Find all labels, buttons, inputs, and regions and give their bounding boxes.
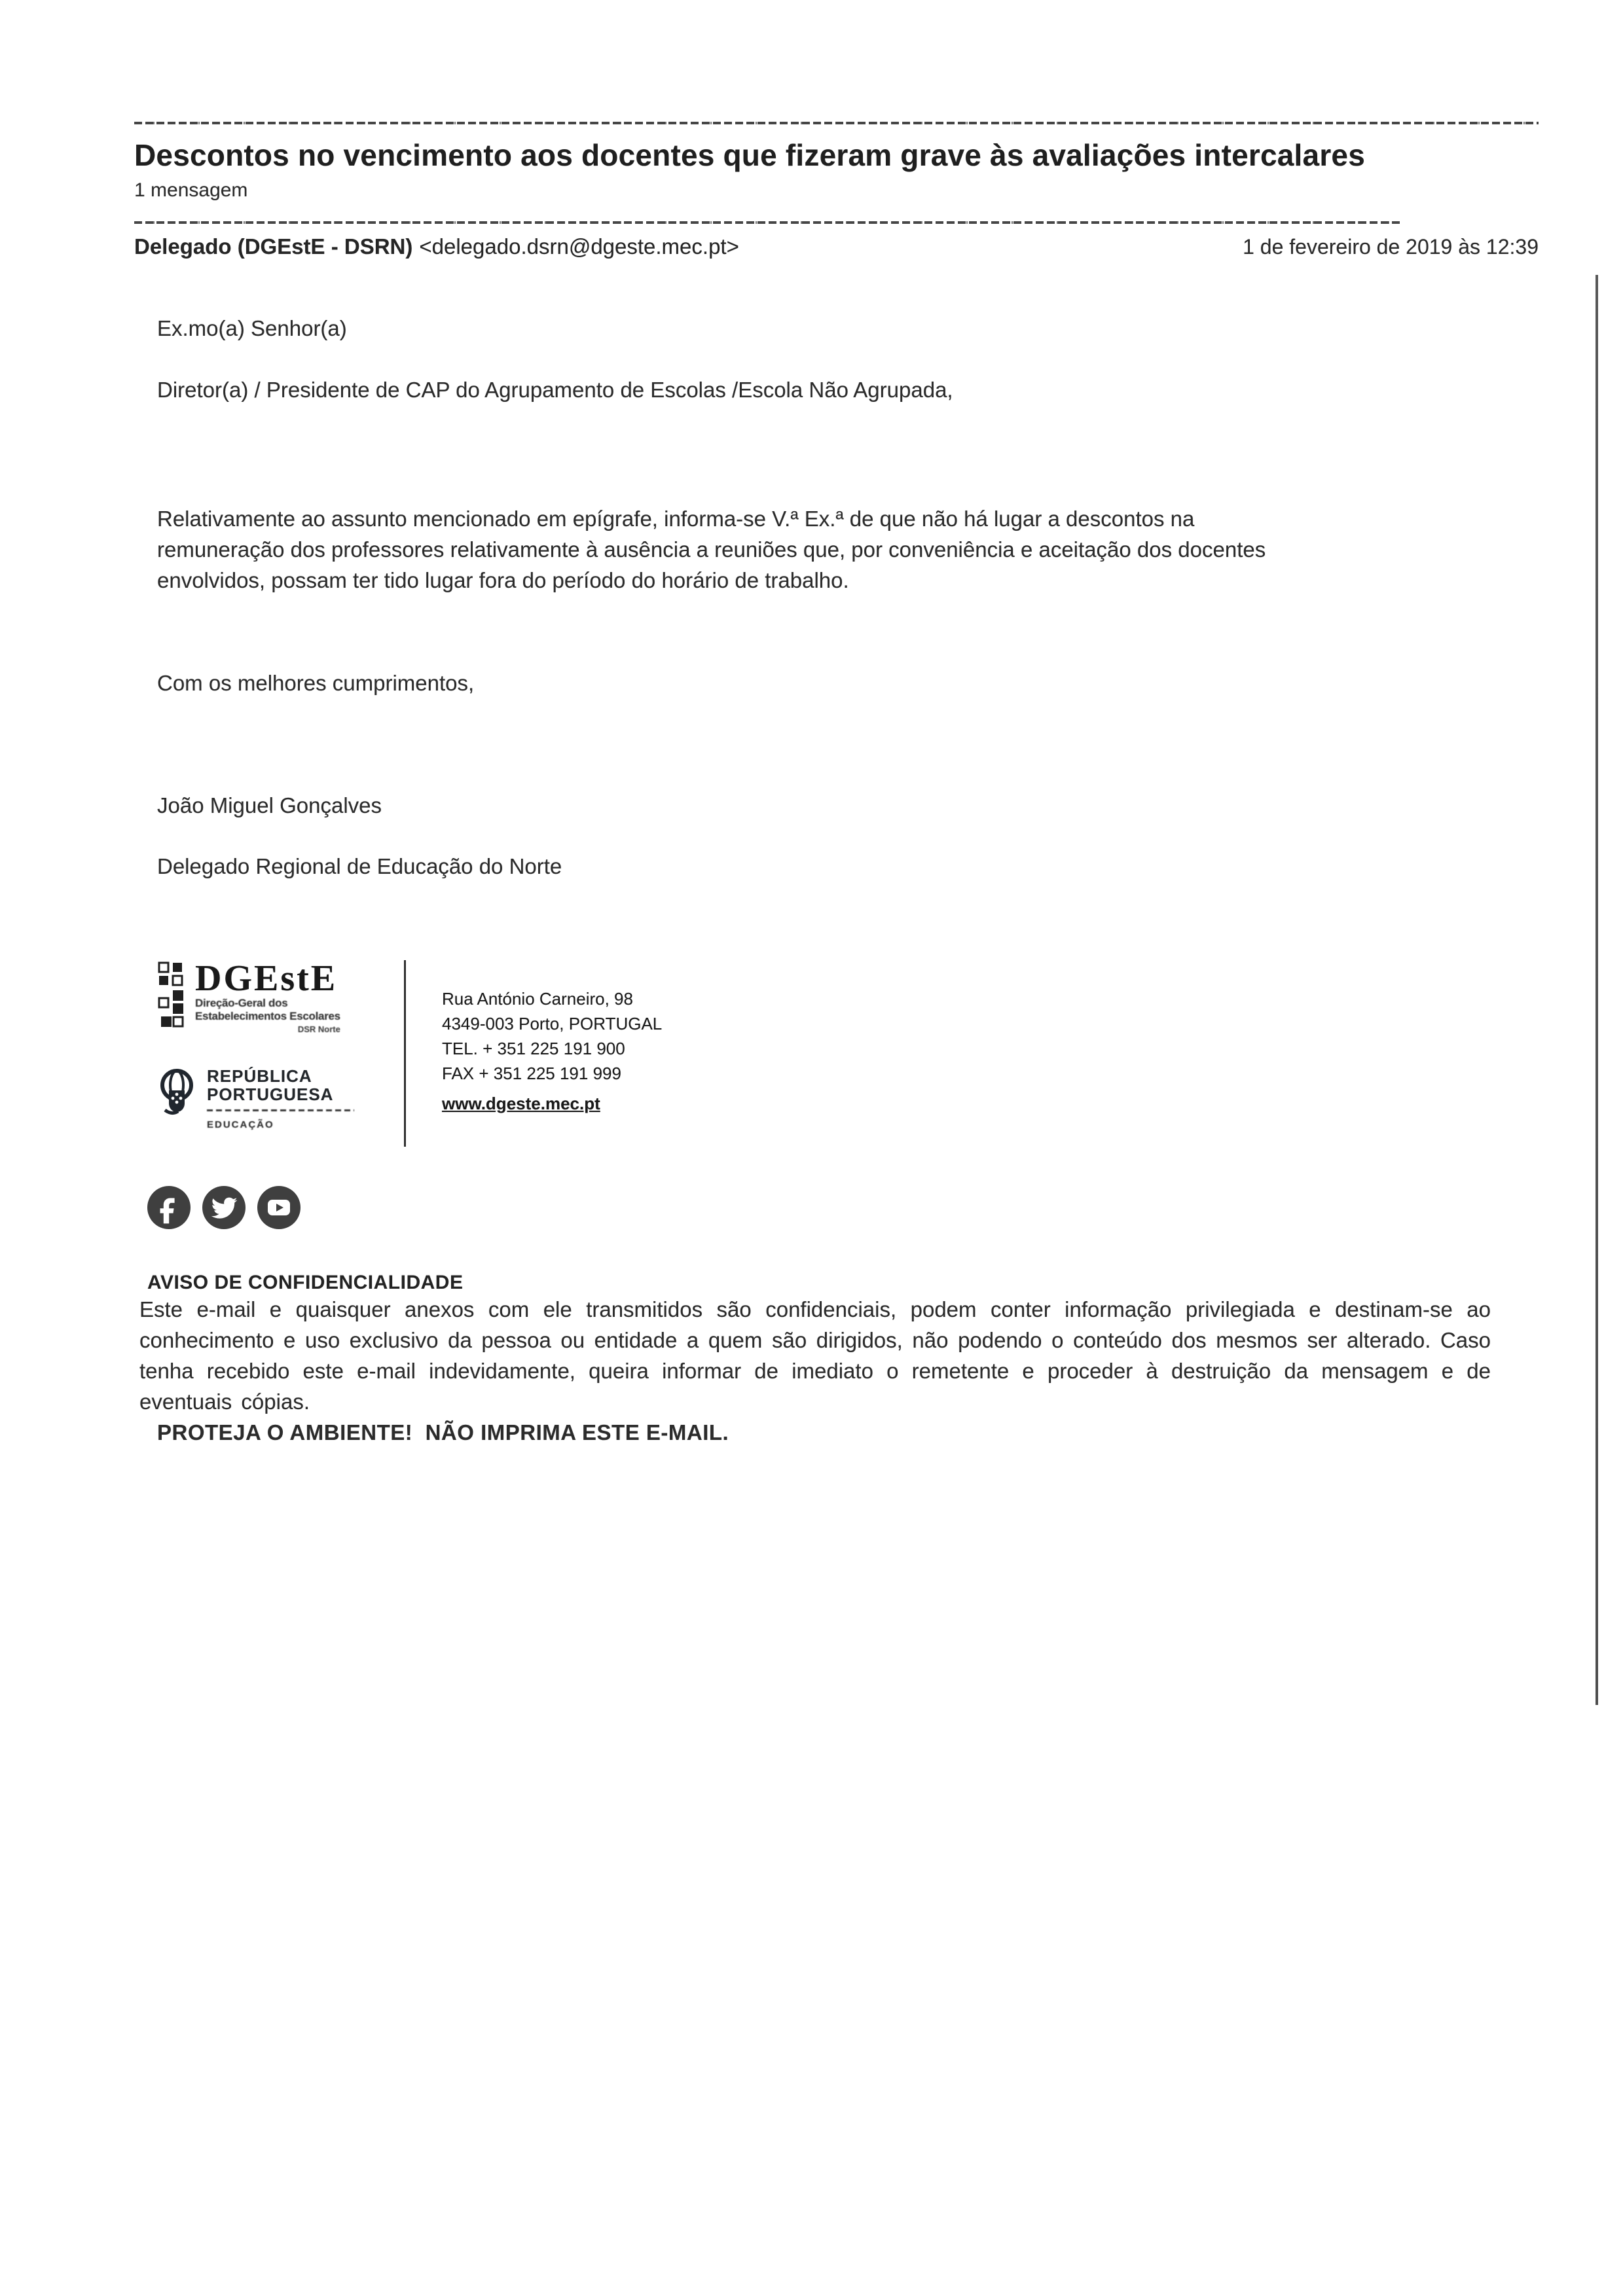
social-icons-row (147, 1186, 1539, 1229)
environment-notice: PROTEJA O AMBIENTE! NÃO IMPRIMA ESTE E-MAIL. (157, 1420, 729, 1444)
signature-name: João Miguel Gonçalves (157, 793, 382, 817)
dgeste-wordmark: DGEstE (195, 958, 338, 999)
address-street: Rua António Carneiro, 98 (442, 989, 633, 1009)
scan-artifact-line (1596, 275, 1598, 1705)
main-paragraph: Relativamente ao assunto mencionado em epígrafe, informa-se V.ª Ex.ª de que não há lugar a descontos na remuneração dos professores relativamente à ausência a reuniões que, por conveniência e aceitação dos docentes envolvidos, possam ter tido lugar fora do período do horário de trabalho. (157, 507, 1266, 592)
republica-sector-label: EDUCAÇÃO (207, 1119, 274, 1130)
sender-identity (134, 234, 739, 259)
republica-small-print (207, 1109, 354, 1111)
signature-role: Delegado Regional de Educação do Norte (157, 854, 562, 878)
republica-portuguesa-logo (157, 1067, 404, 1130)
dgeste-subtitle-3: DSR Norte (297, 1024, 340, 1034)
twitter-icon[interactable] (202, 1186, 246, 1229)
website-link[interactable]: www.dgeste.mec.pt (442, 1094, 600, 1113)
email-subject: Descontos no vencimento aos docentes que fizeram grave às avaliações intercalares (134, 138, 1365, 172)
signature-card (157, 960, 1539, 1157)
closing: Com os melhores cumprimentos, (157, 671, 475, 695)
dgeste-subtitle-2: Estabelecimentos Escolares (195, 1010, 340, 1022)
sender-email: <delegado.dsrn@dgeste.mec.pt> (419, 234, 739, 259)
portugal-coat-of-arms-icon (157, 1067, 198, 1126)
confidentiality-text: Este e-mail e quaisquer anexos com ele transmitidos são confidenciais, podem conter informação privilegiada e destinam-se ao conhecimento e uso exclusivo da pessoa ou entidade a quem são dirigidos, não podendo o conteúdo dos mesmos ser alterado. Caso tenha recebido este e-mail indevidamente, queira informar de imediato o remetente e proceder à destruição da mensagem e de eventuais cópias. (139, 1297, 1491, 1414)
facebook-icon[interactable] (147, 1186, 191, 1229)
republica-text (207, 1067, 354, 1130)
recipient-line: Diretor(a) / Presidente de CAP do Agrupamento de Escolas /Escola Não Agrupada, (157, 378, 953, 402)
sender-divider (134, 221, 1401, 224)
address-fax: FAX + 351 225 191 999 (442, 1064, 621, 1083)
address-phone: TEL. + 351 225 191 900 (442, 1039, 625, 1058)
header-divider (134, 122, 1539, 124)
youtube-icon[interactable] (257, 1186, 301, 1229)
confidentiality-section (139, 1272, 1539, 1417)
confidentiality-title: AVISO DE CONFIDENCIALIDADE (147, 1272, 464, 1293)
sender-row (134, 234, 1539, 259)
email-content (0, 122, 1623, 1448)
signature-address-block (406, 960, 662, 1157)
address-city: 4349-003 Porto, PORTUGAL (442, 1014, 663, 1033)
message-date: 1 de fevereiro de 2019 às 12:39 (1243, 235, 1539, 259)
signature-logos (157, 960, 404, 1157)
dgeste-logo (157, 960, 404, 1041)
sender-name: Delegado (DGEstE - DSRN) (134, 234, 413, 259)
message-count: 1 mensagem (134, 179, 248, 201)
dgeste-text (195, 960, 340, 1041)
republica-line-2: PORTUGUESA (207, 1085, 334, 1104)
republica-line-1: REPÚBLICA (207, 1066, 312, 1086)
dgeste-squares-icon (157, 960, 187, 1041)
dgeste-subtitle-1: Direção-Geral dos (195, 997, 288, 1009)
salutation: Ex.mo(a) Senhor(a) (157, 316, 347, 340)
email-body (139, 313, 1539, 1448)
